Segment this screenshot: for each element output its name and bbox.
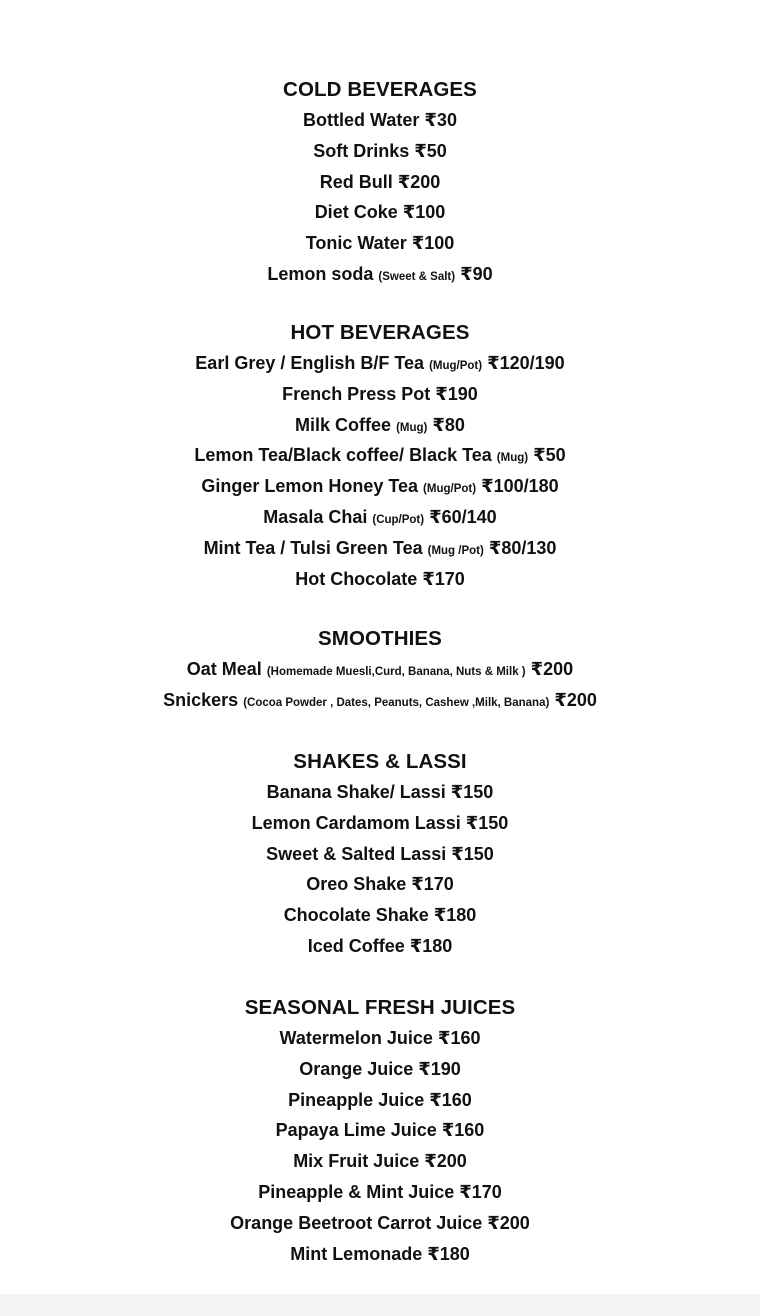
menu-item-price: ₹100 <box>411 233 455 254</box>
menu-item-name: Snickers <box>163 689 239 710</box>
menu-item-name: Mint Lemonade <box>290 1243 423 1264</box>
menu-item-price: ₹30 <box>424 110 457 130</box>
menu-item-name: Watermelon Juice <box>279 1028 433 1048</box>
menu-item-price: ₹170 <box>411 874 454 895</box>
menu-item-name: Red Bull <box>319 171 393 192</box>
section-title: SEASONAL FRESH JUICES <box>244 996 516 1019</box>
menu-item-note: (Mug/Pot) <box>423 483 477 496</box>
menu-item-name: Masala Chai <box>263 506 368 527</box>
menu-item-name: Orange Beetroot Carrot Juice <box>230 1212 483 1233</box>
menu-item <box>0 379 760 410</box>
menu-item-price: ₹50 <box>414 140 447 161</box>
bottom-bar <box>0 1294 760 1316</box>
menu-item-price: ₹50 <box>533 445 566 466</box>
menu-item <box>0 931 760 962</box>
menu-item <box>0 167 760 198</box>
menu-item-price: ₹170 <box>459 1181 502 1202</box>
menu-item-price: ₹80 <box>432 414 465 435</box>
menu-item-note: (Cocoa Powder , Dates, Peanuts, Cashew ,Milk, Banana) <box>243 696 550 709</box>
menu-item <box>0 654 760 685</box>
menu-item-price: ₹170 <box>422 568 465 589</box>
menu-item-note: (Mug/Pot) <box>429 360 483 372</box>
menu-item <box>0 1085 760 1116</box>
menu-item <box>0 1177 760 1208</box>
menu-item <box>0 471 760 502</box>
menu-item <box>0 1208 760 1239</box>
menu-item-name: Sweet & Salted Lassi <box>266 843 447 864</box>
menu-item <box>0 900 760 931</box>
section-shakes-lassi <box>0 746 760 962</box>
menu-item <box>0 564 760 595</box>
menu-item <box>0 1239 760 1270</box>
menu-item <box>0 440 760 471</box>
menu-item-price: ₹100/180 <box>481 476 559 497</box>
section-title: SMOOTHIES <box>318 627 442 650</box>
menu-item-name: Oat Meal <box>186 659 262 679</box>
menu-item-name: Pineapple Juice <box>288 1089 425 1110</box>
menu-item-price: ₹160 <box>437 1028 481 1048</box>
menu-item-name: Banana Shake/ Lassi <box>266 782 446 802</box>
menu-item-name: Lemon Cardamom Lassi <box>251 812 461 833</box>
menu-item-name: Soft Drinks <box>313 140 410 161</box>
menu-item-price: ₹150 <box>451 843 494 864</box>
menu-item-name: French Press Pot <box>282 383 431 404</box>
menu-item-price: ₹160 <box>441 1120 485 1141</box>
menu-item-name: Earl Grey / English B/F Tea <box>195 353 425 373</box>
menu-item <box>0 348 760 379</box>
menu-item-price: ₹200 <box>554 689 597 710</box>
menu-item <box>0 197 760 228</box>
menu-item-name: Orange Juice <box>299 1058 414 1079</box>
menu-item-name: Bottled Water <box>303 110 420 130</box>
menu-item <box>0 839 760 870</box>
menu-item-price: ₹200 <box>487 1212 530 1233</box>
menu-item-price: ₹90 <box>460 263 493 284</box>
menu-item-name: Iced Coffee <box>307 935 405 956</box>
menu-item <box>0 1023 760 1054</box>
menu-item-name: Hot Chocolate <box>295 568 418 589</box>
menu-item-note: (Homemade Muesli,Curd, Banana, Nuts & Milk ) <box>266 666 526 678</box>
section-hot-beverages <box>0 317 760 594</box>
menu-item <box>0 533 760 564</box>
menu-item <box>0 808 760 839</box>
menu-item <box>0 1054 760 1085</box>
menu-item-name: Lemon Tea/Black coffee/ Black Tea <box>194 445 492 466</box>
menu-item-price: ₹80/130 <box>488 537 557 558</box>
menu-item <box>0 685 760 716</box>
menu-item-name: Papaya Lime Juice <box>275 1120 437 1141</box>
menu-item <box>0 259 760 290</box>
menu-item-price: ₹60/140 <box>429 506 497 527</box>
menu-item-price: ₹180 <box>409 935 453 956</box>
menu-item-name: Milk Coffee <box>295 414 392 435</box>
menu-item-name: Mix Fruit Juice <box>293 1151 420 1172</box>
section-title: COLD BEVERAGES <box>283 78 477 101</box>
menu-item-price: ₹150 <box>465 812 509 833</box>
menu-item-note: (Cup/Pot) <box>372 513 425 526</box>
menu-item-name: Pineapple & Mint Juice <box>258 1181 455 1202</box>
menu-item-name: Ginger Lemon Honey Tea <box>201 476 419 497</box>
menu-item-note: (Mug /Pot) <box>427 544 484 557</box>
menu-item-name: Mint Tea / Tulsi Green Tea <box>203 537 423 558</box>
menu-item-price: ₹100 <box>402 202 446 223</box>
menu-item-price: ₹160 <box>429 1089 472 1110</box>
menu-item <box>0 1146 760 1177</box>
menu-item <box>0 228 760 259</box>
menu-item-price: ₹200 <box>397 171 441 192</box>
section-title: HOT BEVERAGES <box>290 321 470 344</box>
menu-item <box>0 136 760 167</box>
menu-item-price: ₹120/190 <box>487 353 565 373</box>
menu-item-price: ₹200 <box>424 1151 467 1172</box>
menu-item-price: ₹190 <box>418 1058 461 1079</box>
section-seasonal-fresh-juices <box>0 992 760 1269</box>
menu-item-name: Chocolate Shake <box>283 905 429 926</box>
menu-item-note: (Mug) <box>396 421 428 434</box>
menu-item-price: ₹180 <box>433 905 477 926</box>
menu-item-name: Oreo Shake <box>306 874 407 895</box>
menu-item-note: (Mug) <box>496 452 529 465</box>
menu-item-price: ₹150 <box>450 782 494 802</box>
menu-item <box>0 777 760 808</box>
menu-item <box>0 105 760 136</box>
menu-item <box>0 1115 760 1146</box>
section-cold-beverages <box>0 74 760 290</box>
menu-item-name: Lemon soda <box>267 263 374 284</box>
menu-item-price: ₹200 <box>530 659 574 679</box>
menu-item-name: Diet Coke <box>314 202 398 223</box>
section-smoothies <box>0 623 760 716</box>
section-title: SHAKES & LASSI <box>293 750 467 773</box>
menu-item-note: (Sweet & Salt) <box>378 270 456 283</box>
menu-item-price: ₹180 <box>427 1243 470 1264</box>
menu-item <box>0 502 760 533</box>
menu-item-name: Tonic Water <box>305 233 407 254</box>
menu-item <box>0 410 760 441</box>
menu-item-price: ₹190 <box>435 383 478 404</box>
menu-item <box>0 869 760 900</box>
